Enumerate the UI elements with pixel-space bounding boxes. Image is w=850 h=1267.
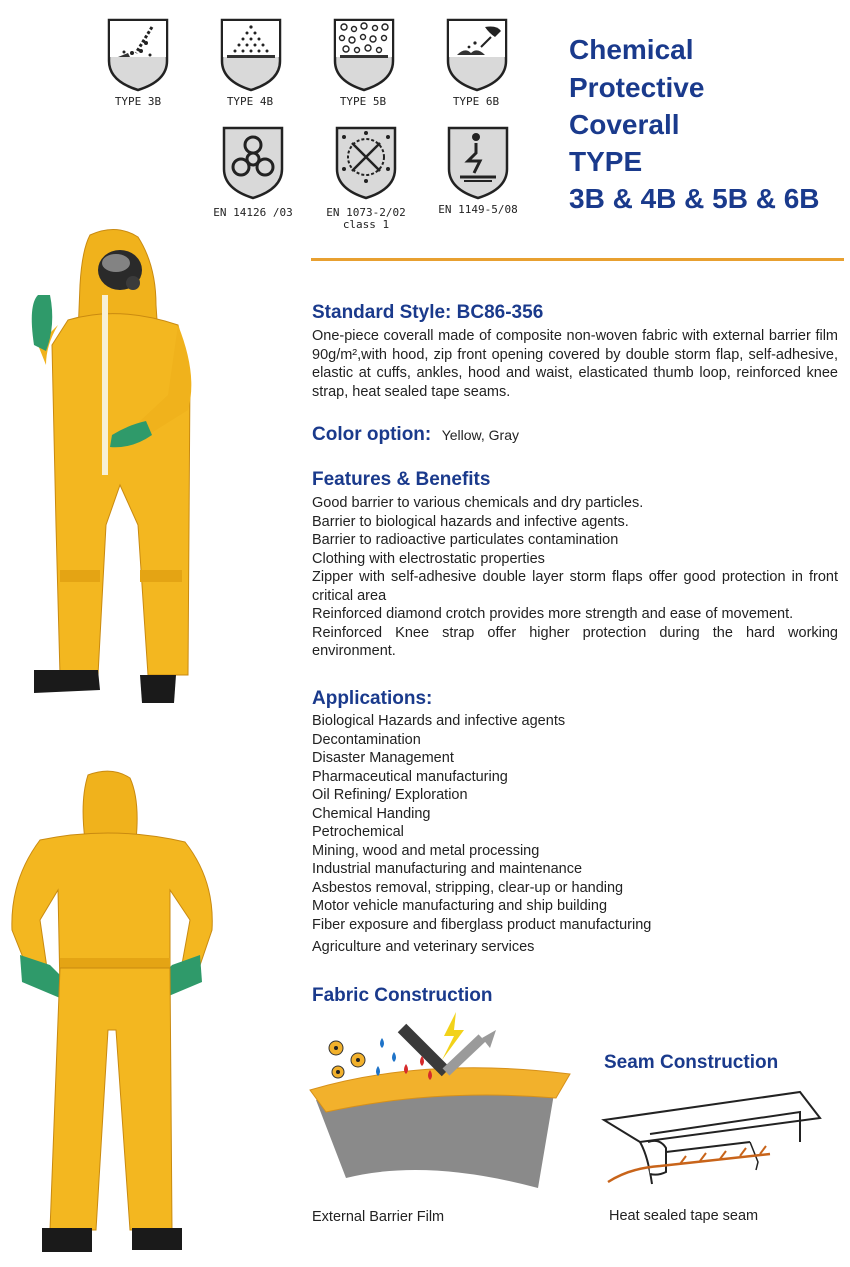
application-item: Asbestos removal, stripping, clear-up or handing [312,879,624,896]
fabric-construction-diagram [306,1008,576,1198]
seam-construction-caption: Heat sealed tape seam [609,1208,759,1224]
icon-label: TYPE 6B [452,95,500,108]
feature-item: Barrier to biological hazards and infective agents. [312,513,629,530]
seam-construction-diagram [600,1082,830,1192]
application-item: Agriculture and veterinary services [312,939,535,955]
application-item: Decontamination [312,731,421,748]
icon-label: EN 1073-2/02 [326,206,406,219]
application-item: Disaster Management [312,750,454,766]
color-option-row [312,424,519,446]
icon-label: class 1 [342,218,390,231]
standard-style-description: One-piece coverall made of composite non-woven fabric with external barrier film 90g/m²,with hood, zip front opening covered by double storm flap, self-adhesive, elastic at cuffs, ankles, hood and waist, elasticated thumb loop, reinforced knee strap, heat sealed tape seams. [312,328,838,400]
standard-style-value: BC86-356 [456,302,544,323]
color-option-label: Color option: [312,424,432,445]
applications-heading: Applications: [312,688,433,709]
feature-item: Barrier to radioactive particulates contamination [312,532,619,548]
liquid-jet-icon [106,17,170,93]
light-splash-icon [445,17,509,93]
title-line: Coverall [569,109,680,140]
antistatic-icon [446,125,510,201]
radioactive-particles-icon [334,125,398,201]
application-item: Chemical Handing [312,805,431,822]
icon-label: EN 1149-5/08 [438,203,518,216]
feature-item: Clothing with electrostatic properties [312,550,545,567]
applications-list [312,712,651,957]
icon-label: TYPE 3B [114,95,162,108]
standard-style-heading [312,302,543,324]
feature-item: Zipper with self-adhesive double layer storm flaps offer good protection in front critical area [312,569,838,604]
application-item: Biological Hazards and infective agents [312,713,566,729]
fabric-construction-caption: External Barrier Film [312,1209,445,1225]
title-line: TYPE [569,146,643,177]
application-item: Pharmaceutical manufacturing [312,768,508,785]
section-divider [311,258,844,261]
feature-item: Reinforced Knee strap offer higher protection during the hard working environment. [312,624,838,659]
title-line: 3B & 4B & 5B & 6B [569,183,820,214]
title-line: Chemical [569,34,694,65]
feature-item: Reinforced diamond crotch provides more strength and ease of movement. [312,606,794,622]
particles-icon [332,17,396,93]
icon-label: TYPE 5B [339,95,387,108]
icon-label: EN 14126 /03 [213,206,293,219]
title-line: Protective [569,72,705,103]
application-item: Industrial manufacturing and maintenance [312,861,583,877]
application-item: Petrochemical [312,824,404,840]
fabric-construction-heading: Fabric Construction [312,985,493,1006]
coverall-back-photo [0,770,225,1260]
application-item: Fiber exposure and fiberglass product manufacturing [312,916,652,933]
color-option-value: Yellow, Gray [441,427,520,443]
features-heading: Features & Benefits [312,469,491,490]
application-item: Mining, wood and metal processing [312,842,540,859]
feature-item: Good barrier to various chemicals and dry particles. [312,495,644,511]
biohazard-icon [221,125,285,201]
seam-construction-heading: Seam Construction [604,1052,779,1073]
standard-style-label: Standard Style: [312,302,452,323]
icon-label: TYPE 4B [226,95,274,108]
spray-icon [219,17,283,93]
coverall-front-photo [28,225,203,705]
features-list [312,494,838,661]
application-item: Oil Refining/ Exploration [312,787,468,803]
application-item: Motor vehicle manufacturing and ship building [312,898,608,914]
